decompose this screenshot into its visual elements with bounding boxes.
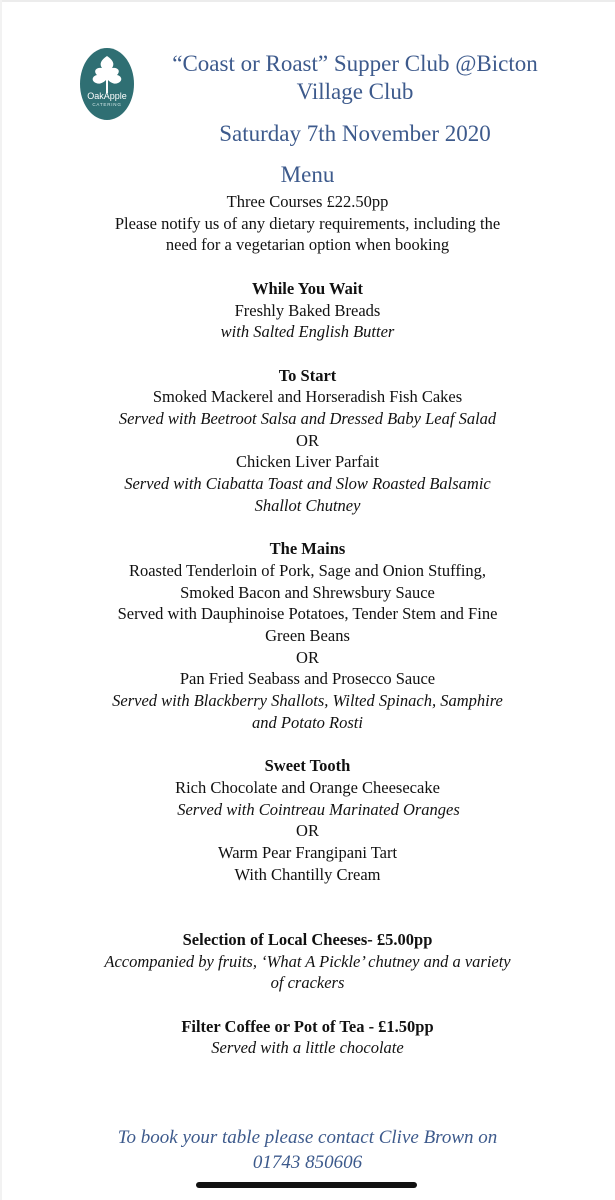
menu-item: Freshly Baked Breads bbox=[234, 300, 381, 320]
notice-line-1: Please notify us of any dietary requirements, including the bbox=[114, 213, 501, 233]
section-heading-cheeses: Selection of Local Cheeses- £5.00pp bbox=[182, 929, 433, 949]
menu-item: Warm Pear Frangipani Tart bbox=[217, 843, 398, 863]
notice-line-2: need for a vegetarian option when booking bbox=[165, 235, 450, 255]
home-indicator-bar[interactable] bbox=[196, 1182, 417, 1188]
menu-item: Roasted Tenderloin of Pork, Sage and Onion Stuffing, bbox=[128, 560, 487, 580]
section-heading-coffee: Filter Coffee or Pot of Tea - £1.50pp bbox=[181, 1016, 434, 1036]
menu-item-detail: of crackers bbox=[270, 973, 345, 993]
menu-item-detail: Served with Blackberry Shallots, Wilted Spinach, Samphire bbox=[112, 691, 503, 711]
logo-subtext: CATERING bbox=[92, 102, 122, 107]
booking-contact bbox=[0, 1125, 615, 1175]
menu-item-detail: and Potato Rosti bbox=[252, 712, 363, 732]
menu-item-detail: Served with Cointreau Marinated Oranges bbox=[177, 799, 460, 819]
event-title bbox=[140, 50, 570, 106]
booking-line-1: To book your table please contact Clive Brown on bbox=[117, 1127, 498, 1148]
or-divider: OR bbox=[296, 647, 319, 667]
menu-item-detail: Green Beans bbox=[265, 626, 350, 646]
section-heading-mains: The Mains bbox=[269, 539, 346, 559]
or-divider: OR bbox=[296, 821, 319, 841]
menu-item: Smoked Mackerel and Horseradish Fish Cakes bbox=[152, 387, 463, 407]
logo-text: OakApple bbox=[87, 91, 127, 101]
menu-item: Rich Chocolate and Orange Cheesecake bbox=[175, 777, 440, 797]
menu-item: Pan Fried Seabass and Prosecco Sauce bbox=[179, 669, 436, 689]
menu-item-detail: Accompanied by fruits, ‘What A Pickle’ chutney and a variety bbox=[104, 951, 511, 971]
section-heading-sweet-tooth: Sweet Tooth bbox=[264, 756, 351, 776]
or-divider: OR bbox=[296, 430, 319, 450]
menu-body bbox=[0, 191, 615, 1059]
booking-phone: 01743 850606 bbox=[252, 1152, 363, 1173]
oak-leaf-icon bbox=[79, 47, 135, 121]
section-heading-to-start: To Start bbox=[278, 365, 337, 385]
menu-item-detail: with Salted English Butter bbox=[220, 322, 395, 342]
menu-item-detail: Served with Ciabatta Toast and Slow Roasted Balsamic bbox=[124, 474, 491, 494]
menu-item-detail: Served with Dauphinoise Potatoes, Tender Stem and Fine bbox=[117, 604, 498, 624]
menu-heading: Menu bbox=[280, 162, 335, 187]
title-line-2: Village Club bbox=[296, 79, 414, 104]
top-edge bbox=[0, 0, 615, 2]
menu-item: Smoked Bacon and Shrewsbury Sauce bbox=[180, 582, 435, 602]
menu-item-detail: Served with Beetroot Salsa and Dressed Baby Leaf Salad bbox=[118, 409, 497, 429]
section-heading-while-you-wait: While You Wait bbox=[252, 278, 363, 298]
price-line: Three Courses £22.50pp bbox=[226, 192, 389, 211]
menu-item-detail: With Chantilly Cream bbox=[234, 864, 381, 884]
menu-item: Chicken Liver Parfait bbox=[236, 452, 379, 472]
oakapple-logo bbox=[79, 47, 135, 121]
menu-item-detail: Served with a little chocolate bbox=[211, 1038, 404, 1058]
title-line-1: “Coast or Roast” Supper Club @Bicton bbox=[172, 51, 538, 76]
menu-item-detail: Shallot Chutney bbox=[254, 495, 361, 515]
event-date: Saturday 7th November 2020 bbox=[219, 121, 491, 146]
